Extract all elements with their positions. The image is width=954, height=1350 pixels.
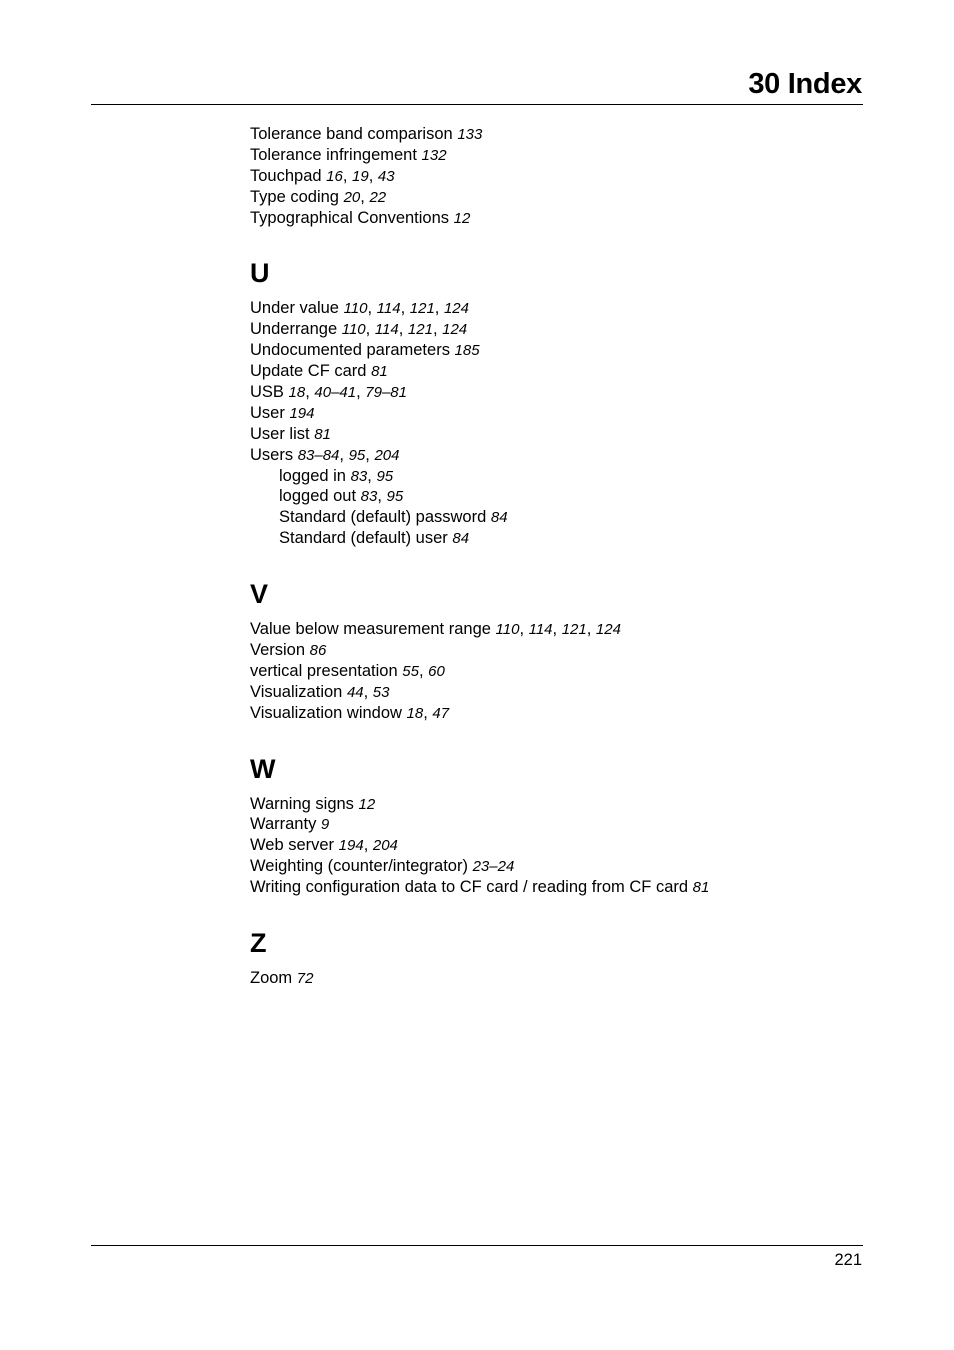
page-reference[interactable]: 9 bbox=[320, 816, 330, 834]
index-entry bbox=[250, 403, 870, 424]
page-reference[interactable]: 81 bbox=[314, 425, 331, 443]
page-reference[interactable]: 18 bbox=[406, 704, 424, 722]
page-reference[interactable]: 95 bbox=[376, 467, 394, 485]
index-subentry bbox=[250, 507, 870, 528]
page-reference[interactable]: 47 bbox=[432, 704, 450, 722]
index-term: Users bbox=[250, 445, 294, 464]
page-reference[interactable]: 114 bbox=[374, 321, 399, 339]
index-term: User bbox=[250, 403, 285, 422]
index-entry: Under value 110, 114, 121, 124 bbox=[250, 299, 469, 318]
page-reference[interactable]: 121 bbox=[407, 321, 433, 339]
index-term: Writing configuration data to CF card / reading from CF card bbox=[250, 878, 689, 897]
index-term: Underrange bbox=[250, 320, 338, 339]
index-entry: Type coding 20, 22 bbox=[250, 187, 387, 206]
index-entry bbox=[250, 208, 870, 229]
index-term: Touchpad bbox=[250, 166, 322, 185]
index-subentry: logged in 83, 95 bbox=[279, 466, 394, 485]
page-reference[interactable]: 84 bbox=[490, 509, 508, 527]
index-term: Undocumented parameters bbox=[250, 341, 450, 360]
page-reference[interactable]: 124 bbox=[443, 300, 469, 318]
section-letter: W bbox=[250, 753, 276, 784]
index-term: Value below measurement range bbox=[250, 620, 491, 639]
index-entry bbox=[250, 877, 870, 898]
page-reference[interactable]: 60 bbox=[428, 662, 445, 680]
index-term: Zoom bbox=[250, 969, 293, 988]
page-reference[interactable]: 194 bbox=[338, 837, 364, 855]
footer-rule bbox=[91, 1245, 863, 1246]
page-reference[interactable]: 95 bbox=[386, 488, 404, 506]
index-term: Version bbox=[250, 641, 306, 660]
page-reference[interactable]: 53 bbox=[372, 683, 390, 701]
section-letter: U bbox=[250, 258, 270, 289]
page-reference[interactable]: 43 bbox=[377, 167, 395, 185]
index-term: Under value bbox=[250, 299, 339, 318]
section-letter: V bbox=[250, 579, 269, 610]
index-term: Warning signs bbox=[250, 794, 354, 813]
index-entry: Visualization 44, 53 bbox=[250, 682, 390, 701]
index-term: Weighting (counter/integrator) bbox=[250, 857, 468, 876]
index-term: Web server bbox=[250, 836, 335, 855]
index-term: Standard (default) password bbox=[279, 508, 487, 527]
page-reference[interactable]: 95 bbox=[348, 446, 366, 464]
page-reference[interactable]: 12 bbox=[358, 795, 376, 813]
page-reference[interactable]: 72 bbox=[296, 970, 314, 988]
page-reference[interactable]: 20 bbox=[343, 188, 361, 206]
index-term: Update CF card bbox=[250, 362, 367, 381]
page-reference[interactable]: 79–81 bbox=[365, 384, 407, 402]
index-entry: Users 83–84, 95, 204 bbox=[250, 445, 400, 464]
page-reference[interactable]: 121 bbox=[409, 300, 435, 318]
index-term: vertical presentation bbox=[250, 661, 398, 680]
index-term: Typographical Conventions bbox=[250, 208, 450, 227]
page-reference[interactable]: 124 bbox=[442, 321, 468, 339]
page-reference[interactable]: 110 bbox=[343, 300, 368, 318]
index-entry bbox=[250, 424, 870, 445]
index-entry: Web server 194, 204 bbox=[250, 836, 398, 855]
page-reference[interactable]: 44 bbox=[346, 683, 364, 701]
page-reference[interactable]: 16 bbox=[326, 167, 343, 185]
page-reference[interactable]: 124 bbox=[595, 621, 621, 639]
page-reference[interactable]: 110 bbox=[341, 321, 366, 339]
index-term: USB bbox=[250, 383, 284, 402]
index-subentry: logged out 83, 95 bbox=[279, 487, 404, 506]
page-reference[interactable]: 110 bbox=[495, 621, 520, 639]
page-reference[interactable]: 114 bbox=[528, 621, 553, 639]
index-entry bbox=[250, 340, 870, 361]
page-reference[interactable]: 121 bbox=[561, 621, 587, 639]
index-entry: Value below measurement range 110, 114, 121, 124 bbox=[250, 620, 621, 639]
page-reference[interactable]: 185 bbox=[454, 342, 480, 360]
index-entry: Touchpad 16, 19, 43 bbox=[250, 166, 395, 185]
page-reference[interactable]: 18 bbox=[288, 384, 306, 402]
page-reference[interactable]: 19 bbox=[352, 167, 369, 185]
index-term: Tolerance band comparison bbox=[250, 125, 453, 143]
index-subentry bbox=[250, 528, 870, 549]
page-reference[interactable]: 133 bbox=[457, 126, 483, 143]
page-number: 221 bbox=[834, 1251, 862, 1269]
index-entry bbox=[250, 856, 870, 877]
index-term: Type coding bbox=[250, 187, 339, 206]
page-reference[interactable]: 12 bbox=[453, 209, 471, 227]
index-entry bbox=[250, 145, 870, 166]
index-entry: Visualization window 18, 47 bbox=[250, 703, 450, 722]
index-entry bbox=[250, 794, 870, 815]
index-entry bbox=[250, 814, 870, 835]
page-reference[interactable]: 40–41 bbox=[314, 384, 357, 402]
page-title: 30 Index bbox=[748, 68, 862, 100]
index-term: Warranty bbox=[250, 815, 317, 834]
index-content bbox=[250, 124, 870, 989]
index-entry bbox=[250, 640, 870, 661]
header-rule bbox=[91, 104, 863, 105]
page-reference[interactable]: 194 bbox=[289, 404, 315, 422]
index-term: Visualization window bbox=[250, 703, 402, 722]
index-term: logged in bbox=[279, 466, 346, 485]
page-reference[interactable]: 81 bbox=[371, 363, 388, 381]
page-reference[interactable]: 23–24 bbox=[472, 858, 515, 876]
index-term: Visualization bbox=[250, 682, 343, 701]
page-reference[interactable]: 83 bbox=[350, 467, 368, 485]
page-reference[interactable]: 86 bbox=[309, 642, 327, 660]
page-reference[interactable]: 83 bbox=[360, 488, 378, 506]
index-term: User list bbox=[250, 424, 310, 443]
section-letter: Z bbox=[250, 928, 267, 959]
index-term: logged out bbox=[279, 487, 357, 506]
index-term: Standard (default) user bbox=[279, 529, 448, 548]
index-entry bbox=[250, 124, 870, 145]
page-reference[interactable]: 132 bbox=[421, 146, 447, 164]
page-reference[interactable]: 204 bbox=[372, 837, 398, 855]
page-reference[interactable]: 81 bbox=[692, 879, 710, 897]
index-entry bbox=[250, 361, 870, 382]
index-term: Tolerance infringement bbox=[250, 145, 417, 164]
page-reference[interactable]: 84 bbox=[452, 530, 470, 548]
page-reference[interactable]: 55 bbox=[402, 662, 419, 680]
index-entry bbox=[250, 968, 870, 989]
index-entry: vertical presentation 55, 60 bbox=[250, 661, 445, 680]
page-reference[interactable]: 22 bbox=[369, 188, 387, 206]
page-reference[interactable]: 204 bbox=[374, 446, 400, 464]
index-entry: USB 18, 40–41, 79–81 bbox=[250, 383, 407, 402]
page-reference[interactable]: 114 bbox=[376, 300, 401, 318]
index-entry: Underrange 110, 114, 121, 124 bbox=[250, 320, 468, 339]
page-reference[interactable]: 83–84 bbox=[297, 446, 340, 464]
